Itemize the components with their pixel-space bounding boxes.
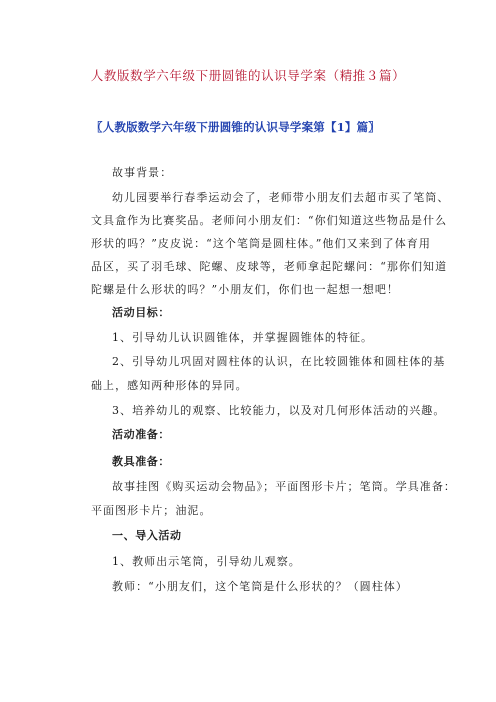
story-line: 幼儿园要举行春季运动会了，老师带小朋友们去超市买了笔筒、 <box>112 191 450 204</box>
goal-line: 2、引导幼儿巩固对圆柱体的认识，在比较圆锥体和圆柱体的基 <box>112 355 446 368</box>
part1-heading: 一、导入活动 <box>112 529 182 542</box>
part1-line: 1、教师出示笔筒，引导幼儿观察。 <box>112 555 301 568</box>
story-line: 陀螺是什么形状的吗？”小朋友们，你们也一起想一想吧！ <box>91 283 399 296</box>
prep-heading: 活动准备： <box>112 428 170 441</box>
story-line: 文具盒作为比赛奖品。老师问小朋友们：“你们知道这些物品是什么 <box>91 214 448 227</box>
goal-line: 3、培养幼儿的观察、比较能力，以及对几何形体活动的兴趣。 <box>112 404 446 417</box>
tools-heading: 教具准备： <box>112 455 170 468</box>
section-heading: 〖人教版数学六年级下册圆锥的认识导学案第【1】篇〗 <box>91 120 380 134</box>
story-label: 故事背景： <box>112 166 173 179</box>
document-title: 人教版数学六年级下册圆锥的认识导学案（精推３篇） <box>90 68 406 83</box>
tools-line: 平面图形卡片；油泥。 <box>91 504 212 517</box>
goals-heading: 活动目标： <box>112 306 170 319</box>
tools-line: 故事挂图《购买运动会物品》；平面图形卡片；笔筒。学具准备： <box>112 480 456 493</box>
part1-line: 教师：“小朋友们，这个笔筒是什么形状的？（圆柱体） <box>112 580 408 593</box>
story-line: 品区，买了羽毛球、陀螺、皮球等，老师拿起陀螺问：“那你们知道 <box>91 260 448 273</box>
story-line: 形状的吗？”皮皮说：“这个笔筒是圆柱体。”他们又来到了体育用 <box>91 237 431 250</box>
goal-line: 础上，感知两种形体的异同。 <box>91 379 248 392</box>
goal-line: 1、引导幼儿认识圆锥体，并掌握圆锥体的特征。 <box>112 331 374 344</box>
